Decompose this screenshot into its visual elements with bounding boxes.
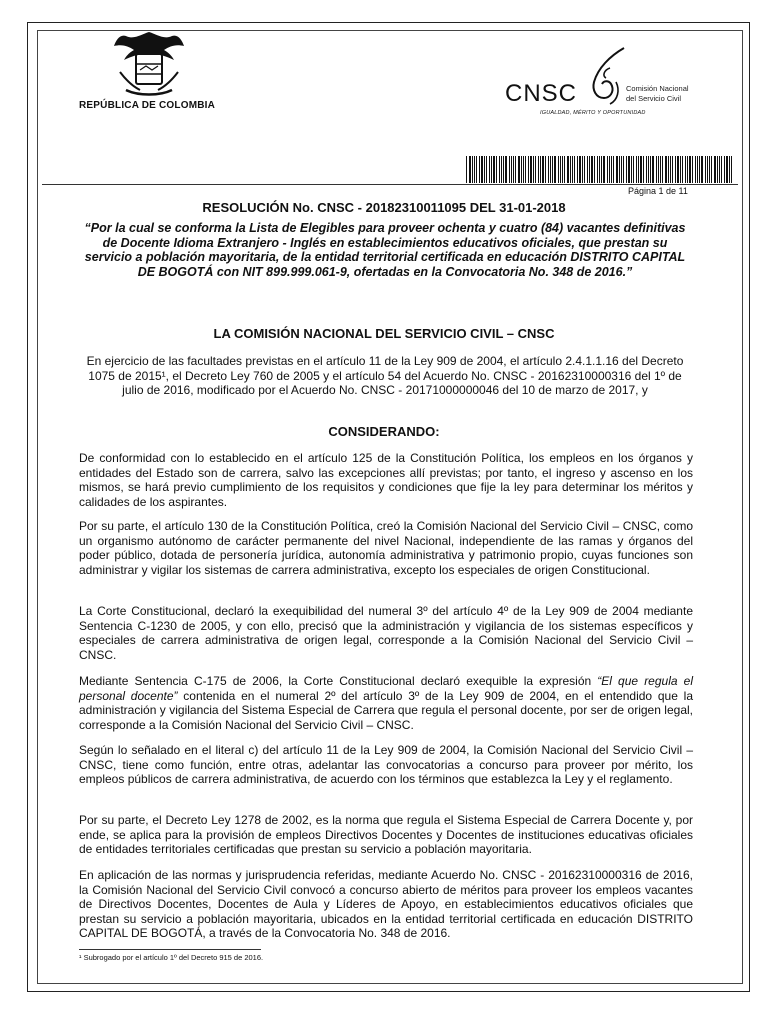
paragraph: La Corte Constitucional, declaró la exequibilidad del numeral 3º del artículo 4º de la Ley 909 de 2004 mediante Sentencia C-1230 de 2005, y con ello, precisó que la administración y vigilancia de los sistemas específicos y especiales de carrera administrativa de origen legal, corresponde a la Comisión Nacional del Servicio Civil – CNSC. bbox=[79, 604, 693, 662]
cnsc-logo-text: CNSC bbox=[505, 80, 578, 107]
footnote: ¹ Subrogado por el artículo 1º del Decreto 915 de 2016. bbox=[79, 953, 264, 962]
page-indicator: Página 1 de 11 bbox=[628, 186, 688, 196]
cnsc-logo-icon bbox=[580, 46, 632, 108]
paragraph: En aplicación de las normas y jurisprudencia referidas, mediante Acuerdo No. CNSC - 20162310000316 de 2016, la Comisión Nacional del Servicio Civil convocó a concurso abierto de méritos para proveer los empleos vacantes de Directivos Docentes, Docentes de Aula y Líderes de Apoyo, en establecimientos educativos oficiales que prestan su servicio a población mayoritaria, ubicados en la entidad territorial certificada en educación DISTRITO CAPITAL DE BOGOTÁ, a través de la Convocatoria No. 348 de 2016. bbox=[79, 868, 693, 941]
paragraph: Según lo señalado en el literal c) del artículo 11 de la Ley 909 de 2004, la Comisión Nacional del Servicio Civil – CNSC, tiene como función, entre otras, adelantar las convocatorias a concurso para proveer por mérito, los empleos públicos de carrera administrativa, de acuerdo con los términos que establezca la Ley y el reglamento. bbox=[79, 743, 693, 787]
cnsc-tagline: IGUALDAD, MÉRITO Y OPORTUNIDAD bbox=[540, 110, 646, 116]
coat-of-arms-icon bbox=[112, 30, 186, 98]
quoted-expression: “El que regula el personal docente” bbox=[79, 674, 693, 703]
resolution-subtitle: “Por la cual se conforma la Lista de Elegibles para proveer ochenta y cuatro (84) vacantes definitivas de Docente Idioma Extranjero - Inglés en establecimientos educativos oficiales, que prestan su servicio a población mayoritaria, de la entidad territorial certificada en educación DISTRITO CAPITAL DE BOGOTÁ con NIT 899.999.061-9, ofertadas en la Convocatoria No. 348 de 2016.” bbox=[84, 221, 686, 279]
paragraph: Por su parte, el artículo 130 de la Constitución Política, creó la Comisión Nacional del Servicio Civil – CNSC, como un organismo autónomo de carácter permanente del nivel Nacional, independiente de las ramas y órganos del poder público, dotada de personería jurídica, autonomía administrativa y patrimonio propio, cuyas funciones son administrar y vigilar los sistemas de carrera administrativa, excepto los especiales de origen Constitucional. bbox=[79, 519, 693, 577]
issuing-entity: LA COMISIÓN NACIONAL DEL SERVICIO CIVIL – CNSC bbox=[213, 326, 555, 341]
paragraph: De conformidad con lo establecido en el artículo 125 de la Constitución Política, los empleos en los órganos y entidades del Estado son de carrera, salvo las excepciones allí previstas; por tanto, el ingreso y ascenso en los mismos, se hará previo cumplimiento de los requisitos y condiciones que fije la ley para determinar los méritos y calidades de los aspirantes. bbox=[79, 451, 693, 509]
considerando-heading: CONSIDERANDO: bbox=[328, 424, 440, 439]
paragraph: Mediante Sentencia C-175 de 2006, la Corte Constitucional declaró exequible la expresión “El que regula el personal docente” contenida en el numeral 2º del artículo 3º de la Ley 909 de 2004, en el entendido que la administración y vigilancia del Sistema Especial de Carrera que regula el personal docente, por ser de origen legal, corresponde a la Comisión Nacional del Servicio Civil – CNSC. bbox=[79, 674, 693, 732]
cnsc-full-name: Comisión Nacional del Servicio Civil bbox=[626, 84, 689, 103]
header-divider bbox=[42, 184, 738, 185]
preamble: En ejercicio de las facultades previstas en el artículo 11 de la Ley 909 de 2004, el artículo 2.4.1.1.16 del Decreto 1075 de 2015¹, el Decreto Ley 760 de 2005 y el artículo 54 del Acuerdo No. CNSC - 20162310000316 del 1º de julio de 2016, modificado por el Acuerdo No. CNSC - 20171000000046 del 10 de marzo de 2017, y bbox=[86, 354, 684, 397]
resolution-title: RESOLUCIÓN No. CNSC - 20182310011095 DEL 31-01-2018 bbox=[202, 200, 566, 215]
paragraph: Por su parte, el Decreto Ley 1278 de 2002, es la norma que regula el Sistema Especial de Carrera Docente y, por ende, se aplica para la provisión de empleos Directivos Docentes y Docentes de instituciones educativas oficiales de entidades territoriales certificadas que prestan su servicio a población mayoritaria. bbox=[79, 813, 693, 857]
country-name: REPÚBLICA DE COLOMBIA bbox=[79, 100, 216, 111]
barcode bbox=[466, 156, 736, 183]
footnote-divider bbox=[79, 949, 261, 950]
